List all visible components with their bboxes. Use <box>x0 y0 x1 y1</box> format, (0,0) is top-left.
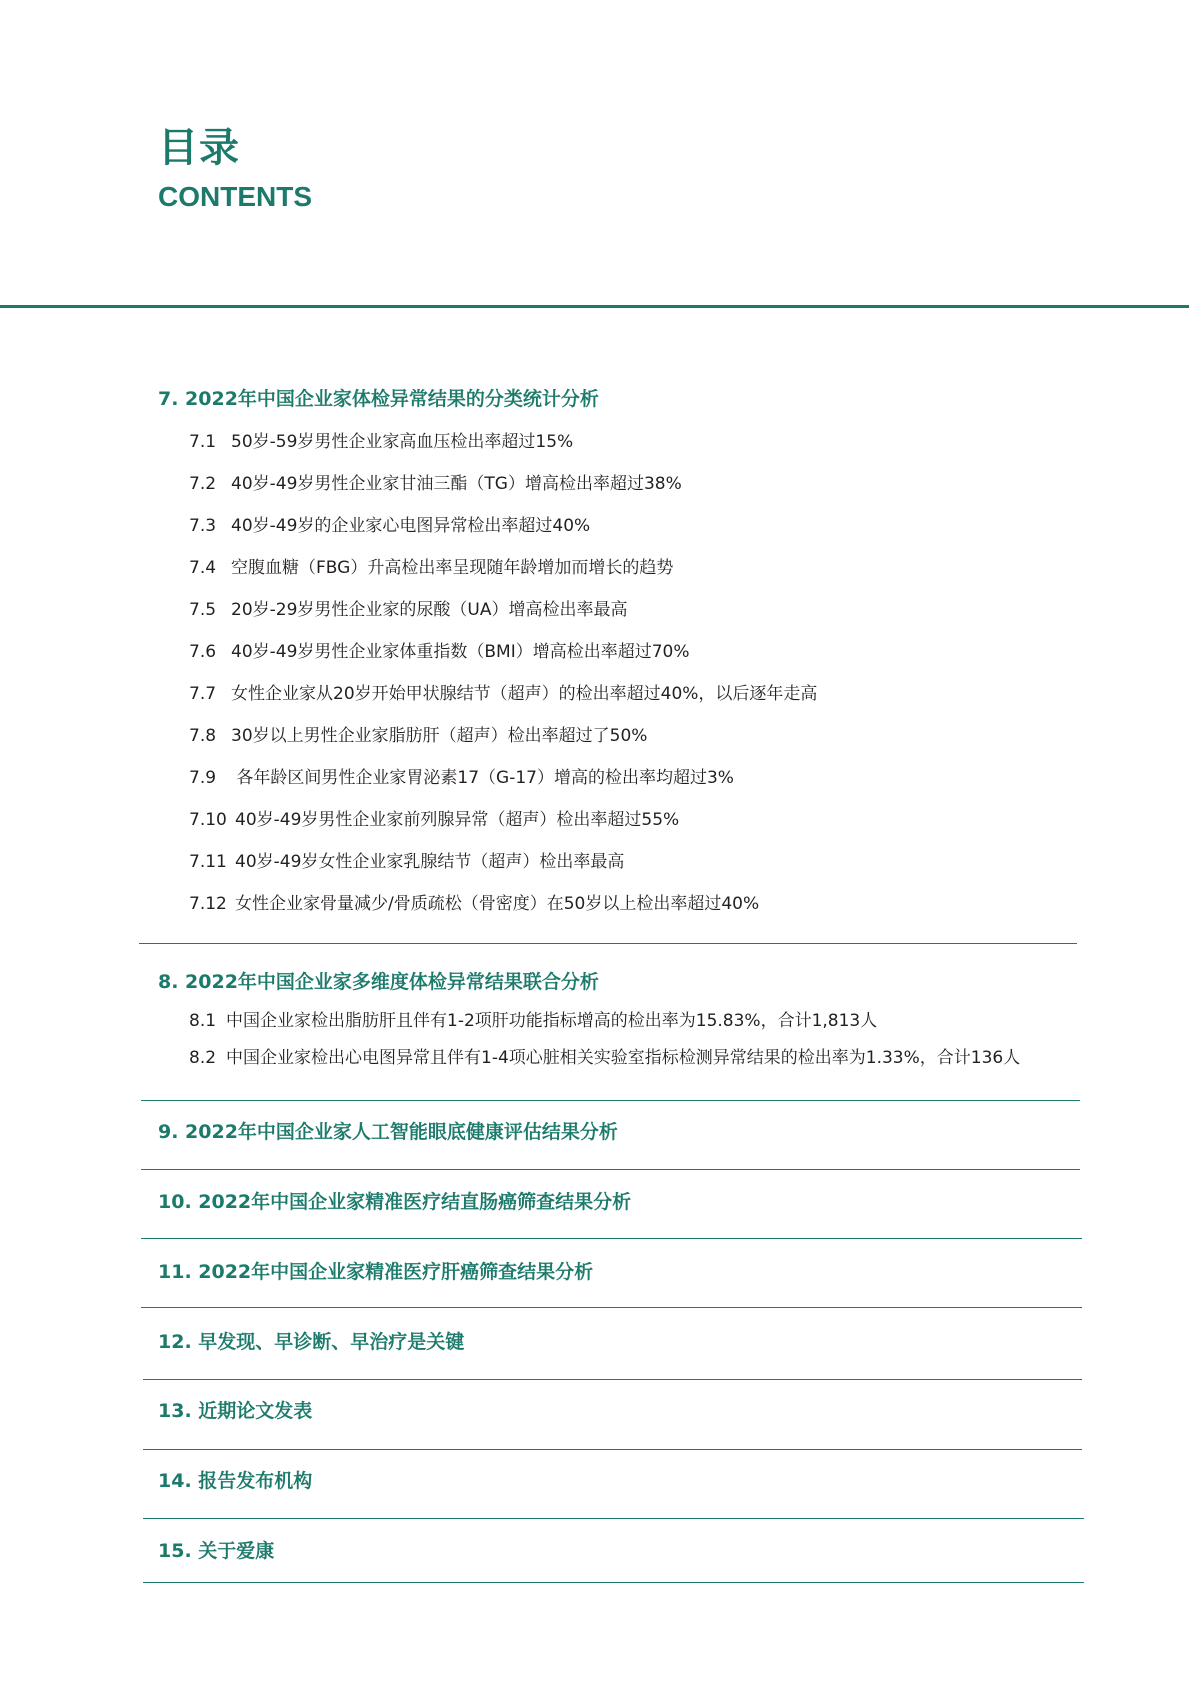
toc-item-7-10[interactable] <box>189 812 679 829</box>
section-divider <box>143 1582 1084 1583</box>
toc-section-15[interactable]: 15. 关于爱康 <box>158 1540 275 1562</box>
toc-section-8[interactable]: 8. 2022年中国企业家多维度体检异常结果联合分析 <box>158 971 599 993</box>
toc-section-14[interactable]: 14. 报告发布机构 <box>158 1470 313 1492</box>
toc-item-text: 40岁-49岁的企业家心电图异常检出率超过40% <box>231 516 591 536</box>
toc-item-number: 7.2 <box>189 474 217 494</box>
toc-item-text: 30岁以上男性企业家脂肪肝（超声）检出率超过了50% <box>231 726 648 746</box>
section-divider <box>143 1518 1084 1519</box>
toc-item-7-3[interactable] <box>189 518 590 535</box>
toc-item-number: 7.9 <box>189 768 217 788</box>
toc-item-number: 7.1 <box>189 432 217 452</box>
toc-item-text: 女性企业家从20岁开始甲状腺结节（超声）的检出率超过40%，以后逐年走高 <box>231 684 818 704</box>
toc-item-number: 7.5 <box>189 600 217 620</box>
toc-item-8-2[interactable] <box>189 1050 1020 1067</box>
section-divider <box>141 1238 1082 1239</box>
section-divider <box>141 1169 1080 1170</box>
toc-item-text: 空腹血糖（FBG）升高检出率呈现随年龄增加而增长的趋势 <box>231 558 674 578</box>
toc-item-number: 7.6 <box>189 642 217 662</box>
toc-item-7-5[interactable] <box>189 602 627 619</box>
toc-item-text: 40岁-49岁男性企业家体重指数（BMI）增高检出率超过70% <box>231 642 690 662</box>
toc-item-number: 7.11 <box>189 852 227 872</box>
toc-item-text: 40岁-49岁男性企业家甘油三酯（TG）增高检出率超过38% <box>231 474 682 494</box>
toc-item-7-9[interactable] <box>189 770 734 787</box>
toc-item-number: 7.8 <box>189 726 217 746</box>
page-title-zh: 目录 <box>158 125 240 171</box>
toc-item-7-12[interactable] <box>189 896 759 913</box>
toc-item-text: 40岁-49岁男性企业家前列腺异常（超声）检出率超过55% <box>235 810 680 830</box>
toc-item-text: 20岁-29岁男性企业家的尿酸（UA）增高检出率最高 <box>231 600 628 620</box>
section-divider <box>141 1100 1080 1101</box>
toc-item-7-2[interactable] <box>189 476 682 493</box>
toc-item-number: 7.7 <box>189 684 217 704</box>
toc-item-7-1[interactable] <box>189 434 573 451</box>
toc-item-number: 8.2 <box>189 1048 217 1068</box>
toc-item-text: 中国企业家检出心电图异常且伴有1-4项心脏相关实验室指标检测异常结果的检出率为1.33%，合计136人 <box>226 1048 1021 1068</box>
section-divider <box>139 943 1077 944</box>
toc-item-number: 7.4 <box>189 558 217 578</box>
toc-item-number: 8.1 <box>189 1011 217 1031</box>
toc-section-12[interactable]: 12. 早发现、早诊断、早治疗是关键 <box>158 1331 465 1353</box>
toc-section-7[interactable]: 7. 2022年中国企业家体检异常结果的分类统计分析 <box>158 388 599 410</box>
toc-item-number: 7.3 <box>189 516 217 536</box>
toc-item-text: 女性企业家骨量减少/骨质疏松（骨密度）在50岁以上检出率超过40% <box>235 894 760 914</box>
toc-item-7-6[interactable] <box>189 644 690 661</box>
toc-section-13[interactable]: 13. 近期论文发表 <box>158 1400 313 1422</box>
header-rule <box>0 305 1189 308</box>
toc-item-7-8[interactable] <box>189 728 647 745</box>
toc-item-8-1[interactable] <box>189 1013 877 1030</box>
section-divider <box>143 1449 1082 1450</box>
page-title-en: CONTENTS <box>158 181 312 212</box>
toc-item-text: 50岁-59岁男性企业家高血压检出率超过15% <box>231 432 574 452</box>
toc-section-10[interactable]: 10. 2022年中国企业家精准医疗结直肠癌筛查结果分析 <box>158 1191 632 1213</box>
toc-item-7-7[interactable] <box>189 686 817 703</box>
toc-item-text: 中国企业家检出脂肪肝且伴有1-2项肝功能指标增高的检出率为15.83%，合计1,813人 <box>226 1011 878 1031</box>
section-divider <box>143 1379 1082 1380</box>
toc-item-number: 7.12 <box>189 894 227 914</box>
toc-section-11[interactable]: 11. 2022年中国企业家精准医疗肝癌筛查结果分析 <box>158 1261 594 1283</box>
toc-section-9[interactable]: 9. 2022年中国企业家人工智能眼底健康评估结果分析 <box>158 1121 618 1143</box>
section-divider <box>141 1307 1082 1308</box>
toc-item-7-4[interactable] <box>189 560 673 577</box>
toc-item-text: 40岁-49岁女性企业家乳腺结节（超声）检出率最高 <box>235 852 625 872</box>
toc-item-7-11[interactable] <box>189 854 624 871</box>
toc-item-text: 各年龄区间男性企业家胃泌素17（G-17）增高的检出率均超过3% <box>231 768 734 788</box>
toc-item-number: 7.10 <box>189 810 227 830</box>
